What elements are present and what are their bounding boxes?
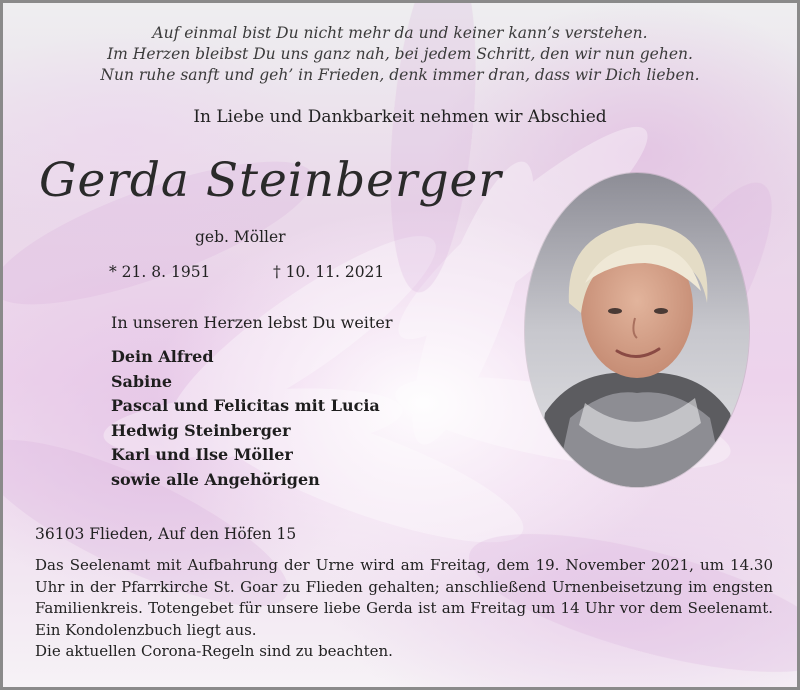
- corona-notice: Die aktuellen Corona-Regeln sind zu beachten.: [35, 642, 393, 660]
- farewell-line: In Liebe und Dankbarkeit nehmen wir Abschied: [193, 107, 607, 127]
- service-notice: [35, 555, 773, 663]
- mourners-list: [111, 345, 380, 492]
- hearts-line: In unseren Herzen lebst Du weiter: [111, 313, 393, 332]
- mourner: Hedwig Steinberger: [111, 420, 291, 440]
- mourner: Dein Alfred: [111, 347, 214, 366]
- mourner: sowie alle Angehörigen: [111, 469, 320, 489]
- birth-name: geb. Möller: [195, 228, 286, 246]
- deceased-name: Gerda Steinberger: [39, 153, 502, 208]
- service-notice-text: Das Seelenamt mit Aufbahrung der Urne wird am Freitag, dem 19. November 2021, um 14.30 Uhr in der Pfarrkirche St. Goar zu Flieden gehalten; anschließend Urnenbeisetzung im engsten Familienkreis. Totengebet für unsere liebe Gerda ist am Freitag um 14 Uhr vor dem Seelenamt. Ein Kondolenzbuch liegt aus.: [35, 556, 773, 639]
- mourner: Pascal und Felicitas mit Lucia: [111, 396, 380, 415]
- death-date: † 10. 11. 2021: [273, 263, 385, 281]
- mourner: Sabine: [111, 371, 172, 391]
- poem-line: Im Herzen bleibst Du uns ganz nah, bei jedem Schritt, den wir nun gehen.: [107, 45, 693, 63]
- poem-line: Auf einmal bist Du nicht mehr da und keiner kann’s verstehen.: [152, 24, 648, 42]
- address: 36103 Flieden, Auf den Höfen 15: [35, 525, 297, 543]
- poem: [3, 23, 797, 86]
- mourner: Karl und Ilse Möller: [111, 445, 293, 464]
- portrait-photo: [525, 173, 749, 487]
- poem-line: Nun ruhe sanft und geh’ in Frieden, denk immer dran, dass wir Dich lieben.: [100, 66, 700, 84]
- birth-date: * 21. 8. 1951: [109, 263, 211, 281]
